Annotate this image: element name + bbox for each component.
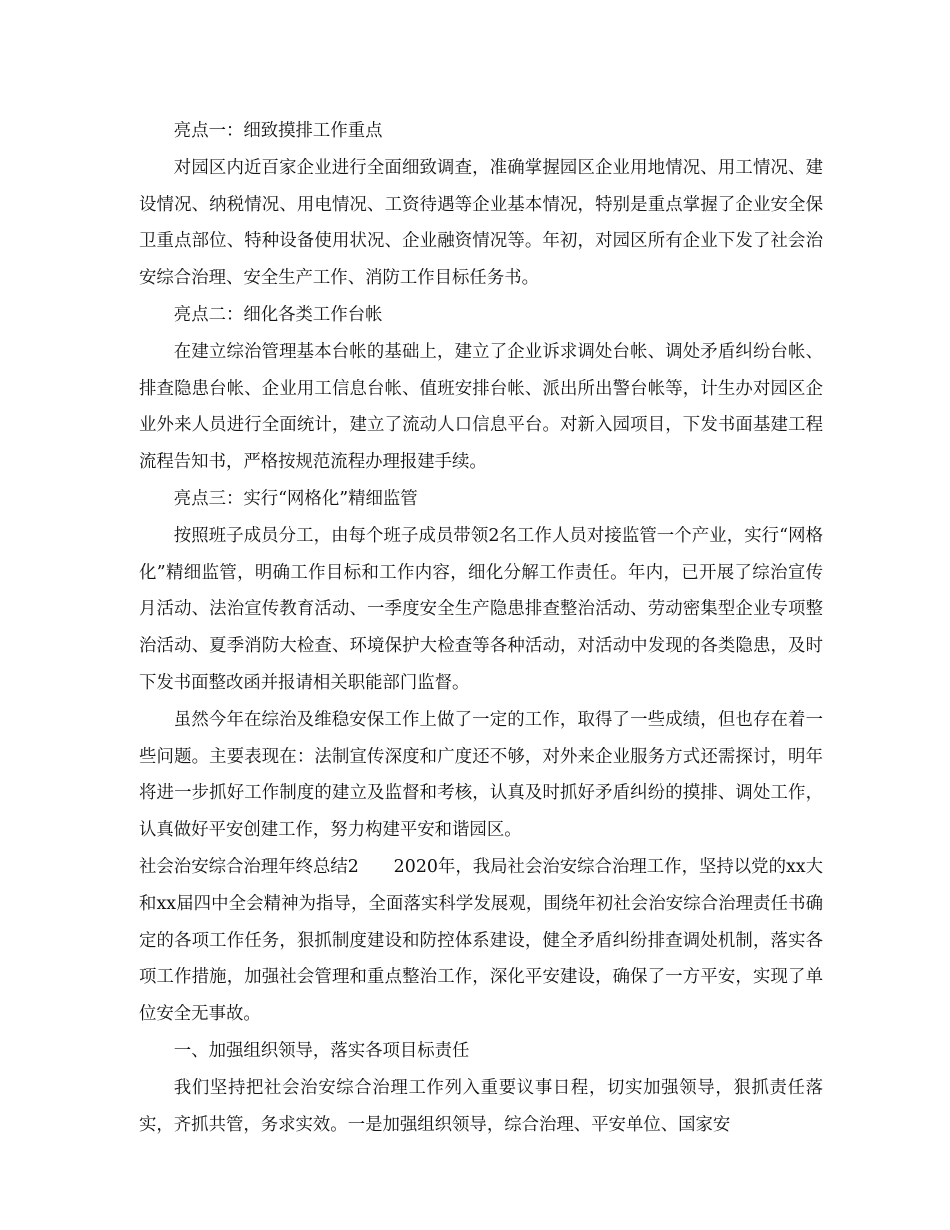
section-1-heading: 一、加强组织领导，落实各项目标责任 — [173, 1040, 470, 1061]
highlight-1-heading: 亮点一：细致摸排工作重点 — [173, 121, 383, 141]
highlight-2-paragraph: 在建立综治管理基本台帐的基础上，建立了企业诉求调处台帐、调处矛盾纠纷台帐、排查隐患台帐、企业用工信息台帐、值班安排台帐、派出所出警台帐等，计生办对园区企业外来人员进行全面统计，建立了流动人口信息平台。对新入园项目，下发书面基建工程流程告知书，严格按规范流程办理报建手续。 — [139, 341, 823, 473]
highlight-1-paragraph: 对园区内近百家企业进行全面细致调查，准确掌握园区企业用地情况、用工情况、建设情况、纳税情况、用电情况、工资待遇等企业基本情况，特别是重点掌握了企业安全保卫重点部位、特种设备使用状况、企业融资情况等。年初，对园区所有企业下发了社会治安综合治理、安全生产工作、消防工作目标任务书。 — [139, 157, 823, 289]
highlight-2-heading: 亮点二：细化各类工作台帐 — [173, 304, 383, 325]
section-1-paragraph: 我们坚持把社会治安综合治理工作列入重要议事日程，切实加强领导，狠抓责任落实，齐抓共管，务求实效。一是加强组织领导，综合治理、平安单位、国家安 — [139, 1077, 823, 1135]
summary-paragraph: 虽然今年在综治及维稳安保工作上做了一定的工作，取得了一些成绩，但也存在着一些问题。主要表现在：法制宣传深度和广度还不够，对外来企业服务方式还需探讨，明年将进一步抓好工作制度的建立及监督和考核，认真及时抓好矛盾纠纷的摸排、调处工作，认真做好平安创建工作，努力构建平安和谐园区。 — [139, 709, 823, 841]
document-body — [139, 113, 823, 1143]
highlight-3-paragraph: 按照班子成员分工，由每个班子成员带领2名工作人员对接监管一个产业，实行“网格化”精细监管，明确工作目标和工作内容，细化分解工作责任。年内，已开展了综治宣传月活动、法治宣传教育活动、一季度安全生产隐患排查整治活动、劳动密集型企业专项整治活动、夏季消防大检查、环境保护大检查等各种活动，对活动中发现的各类隐患，及时下发书面整改函并报请相关职能部门监督。 — [139, 525, 823, 693]
report-2-intro-paragraph: 社会治安综合治理年终总结2 2020年，我局社会治安综合治理工作，坚持以党的xx大和xx届四中全会精神为指导，全面落实科学发展观，围绕年初社会治安综合治理责任书确定的各项工作任务，狠抓制度建设和防控体系建设，健全矛盾纠纷排查调处机制，落实各项工作措施，加强社会管理和重点整治工作，深化平安建设，确保了一方平安，实现了单位安全无事故。 — [139, 856, 823, 1025]
highlight-3-heading: 亮点三：实行“网格化”精细监管 — [173, 488, 418, 509]
